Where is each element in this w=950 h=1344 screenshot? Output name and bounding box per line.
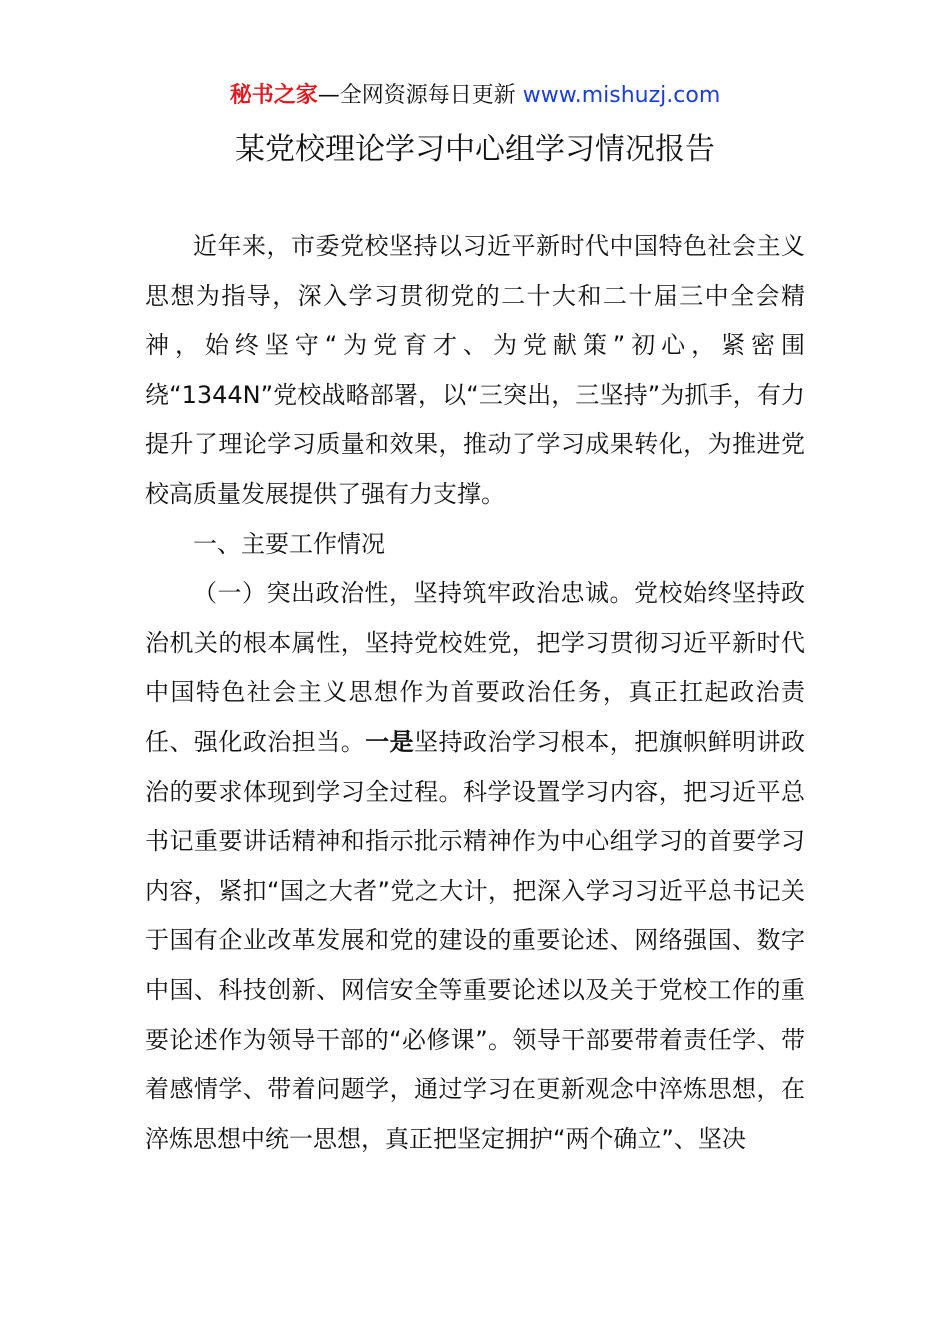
site-url-link[interactable]: www.mishuzj.com — [522, 83, 721, 108]
document-title: 某党校理论学习中心组学习情况报告 — [235, 132, 715, 167]
site-header — [0, 80, 950, 112]
section-heading: 一、主要工作情况 — [193, 529, 385, 558]
paragraph-rest: 坚持政治学习根本，把旗帜鲜明讲政治的要求体现到学习全过程。科学设置学习内容，把习近平总书记重要讲话精神和指示批示精神作为中心组学习的首要学习内容，紧扣“国之大者”党之大计，把深入学习习近平总书记关于国有企业改革发展和党的建设的重要论述、网络强国、数字中国、科技创新、网信安全等重要论述以及关于党校工作的重要论述作为领导干部的“必修课”。领导干部要带着责任学、带着感情学、带着问题学，通过学习在更新观念中淬炼思想，在淬炼思想中统一思想，真正把坚定拥护“两个确立”、坚决 — [145, 727, 806, 1153]
site-tagline: —全网资源每日更新 — [317, 83, 516, 108]
intro-paragraph: 近年来，市委党校坚持以习近平新时代中国特色社会主义思想为指导，深入学习贯彻党的二十大和二十届三中全会精神，始终坚守“为党育才、为党献策”初心，紧密围绕“1344N”党校战略部署，以“三突出，三坚持”为抓手，有力提升了理论学习质量和效果，推动了学习成果转化，为推进党校高质量发展提供了强有力支撑。 — [145, 232, 805, 508]
emphasis-text: 一是 — [365, 727, 415, 756]
paragraph-lead: （一）突出政治性，坚持筑牢政治忠诚。党校始终坚持政治机关的根本属性，坚持党校姓党，把学习贯彻习近平新时代中国特色社会主义思想作为首要政治任务，真正扛起政治责任、强化政治担当。 — [145, 579, 805, 756]
site-brand: 秘书之家 — [229, 83, 318, 108]
section-paragraph — [145, 569, 805, 1164]
document-body — [145, 222, 805, 1164]
